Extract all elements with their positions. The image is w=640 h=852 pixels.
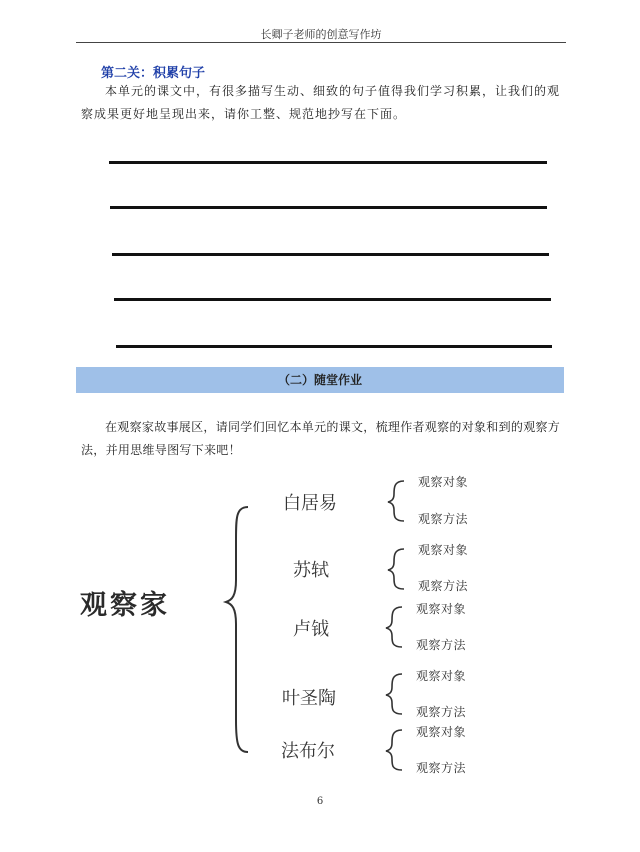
mindmap-branch-name: 法布尔 [281, 741, 335, 762]
branch-brace [388, 481, 404, 521]
page-number: 6 [316, 796, 324, 807]
branch-brace [386, 607, 402, 647]
mindmap-branch-name: 白居易 [283, 493, 337, 514]
page-header: 长卿子老师的创意写作坊 [260, 28, 382, 41]
section-instructions: 本单元的课文中，有很多描写生动、细致的句子值得我们学习积累，让我们的观察成果更好地呈现出来，请你工整、规范地抄写在下面。 [81, 84, 561, 121]
assignment-instructions: 在观察家故事展区，请同学们回忆本单元的课文，梳理作者观察的对象和到的观察方法，并用思维导图写下来吧！ [81, 420, 561, 457]
homework-banner: （二）随堂作业 [76, 367, 564, 393]
branch-brace [386, 730, 402, 770]
mindmap-leaf: 观察方法 [418, 512, 469, 526]
mindmap-leaf: 观察方法 [416, 638, 467, 652]
section-title: 第二关：积累句子 [101, 66, 206, 81]
branch-brace [386, 674, 402, 714]
branch-brace [388, 549, 404, 589]
mindmap-leaf: 观察方法 [416, 761, 467, 775]
mindmap-branch-name: 苏轼 [293, 560, 329, 581]
mindmap-leaf: 观察方法 [416, 705, 467, 719]
mindmap-leaf: 观察对象 [418, 475, 469, 489]
mindmap-leaf: 观察对象 [416, 602, 467, 616]
mindmap-branch-name: 卢钺 [293, 619, 329, 640]
mindmap-root: 观察家 [80, 590, 170, 621]
mindmap-leaf: 观察对象 [416, 669, 467, 683]
mindmap-branch-name: 叶圣陶 [282, 688, 336, 709]
mindmap-leaf: 观察对象 [416, 725, 467, 739]
mindmap-leaf: 观察方法 [418, 579, 469, 593]
root-brace [226, 507, 248, 752]
mindmap-leaf: 观察对象 [418, 543, 469, 557]
